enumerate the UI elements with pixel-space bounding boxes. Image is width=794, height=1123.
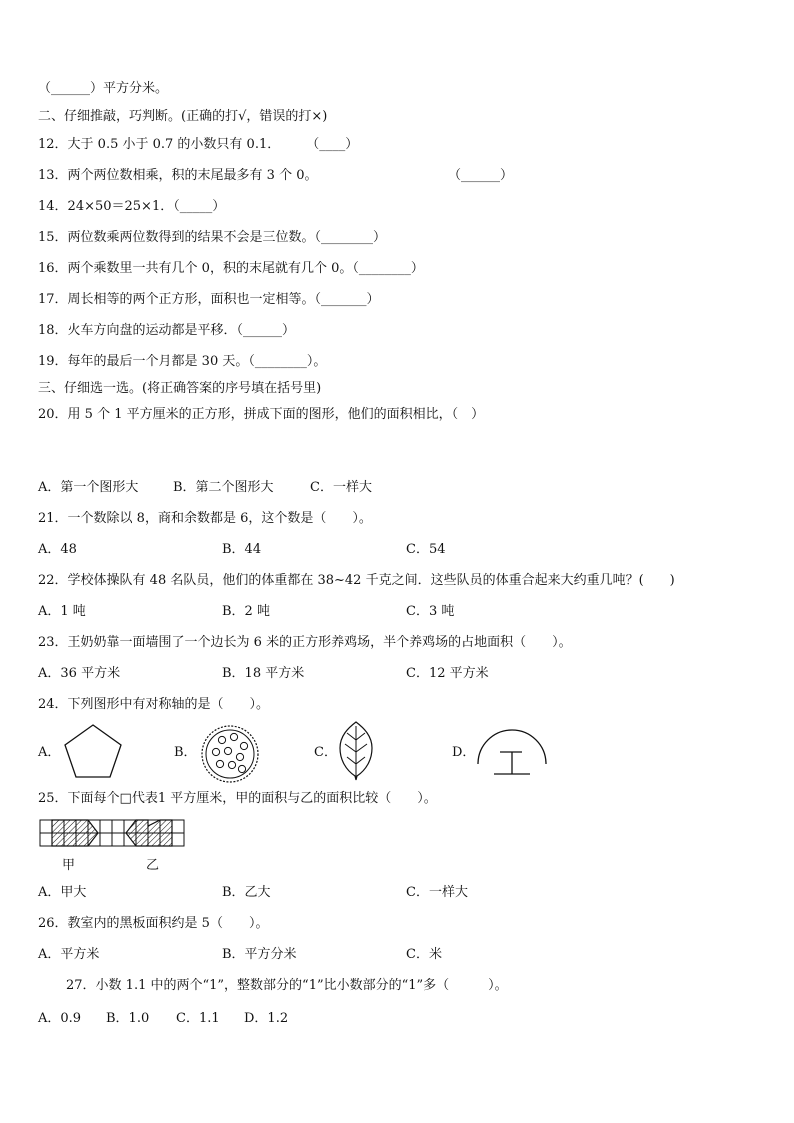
question-25: 25．下面每个□代表1 平方厘米，甲的面积与乙的面积比较（ ）。 bbox=[38, 791, 437, 806]
q25-option-a: A．甲大 bbox=[38, 885, 87, 900]
q23-option-b: B．18 平方米 bbox=[222, 666, 305, 681]
grid-figure bbox=[38, 818, 186, 848]
q23-option-c: C．12 平方米 bbox=[406, 666, 489, 681]
q25-option-b: B．乙大 bbox=[222, 885, 271, 900]
question-26: 26．教室内的黑板面积约是 5（ ）。 bbox=[38, 916, 269, 931]
question-27: 27．小数 1.1 中的两个“1”，整数部分的“1”比小数部分的“1”多（ ）。 bbox=[66, 978, 508, 993]
question-17: 17．周长相等的两个正方形，面积也一定相等。（_______） bbox=[38, 292, 380, 307]
question-23: 23．王奶奶靠一面墙围了一个边长为 6 米的正方形养鸡场，半个养鸡场的占地面积（ ）。 bbox=[38, 635, 572, 650]
q21-option-b: B．44 bbox=[222, 542, 262, 557]
question-21: 21．一个数除以 8，商和余数都是 6，这个数是（ ）。 bbox=[38, 511, 372, 526]
question-20: 20．用 5 个 1 平方厘米的正方形，拼成下面的图形，他们的面积相比，（ ） bbox=[38, 407, 485, 422]
q27-option-a: A．0.9 bbox=[38, 1011, 82, 1026]
q25-option-c: C．一样大 bbox=[406, 885, 468, 900]
label-jia: 甲 bbox=[62, 858, 76, 873]
q27-option-b: B．1.0 bbox=[106, 1011, 150, 1026]
q22-option-b: B．2 吨 bbox=[222, 604, 270, 619]
q20-option-a: A．第一个图形大 bbox=[38, 480, 139, 495]
question-16: 16．两个乘数里一共有几个 0，积的末尾就有几个 0。（________） bbox=[38, 261, 424, 276]
q27-option-d: D．1.2 bbox=[244, 1011, 289, 1026]
q27-option-c: C．1.1 bbox=[176, 1011, 220, 1026]
question-13: 13．两个两位数相乘，积的末尾最多有 3 个 0。 bbox=[38, 168, 318, 183]
q26-option-b: B．平方分米 bbox=[222, 947, 297, 962]
label-yi: 乙 bbox=[146, 858, 160, 873]
q24-option-a: A． bbox=[38, 745, 61, 760]
q20-option-b: B．第二个图形大 bbox=[173, 480, 274, 495]
section-3-heading: 三、仔细选一选。(将正确答案的序号填在括号里) bbox=[38, 381, 322, 396]
q26-option-c: C．米 bbox=[406, 947, 442, 962]
q21-option-c: C．54 bbox=[406, 542, 446, 557]
cookie-icon bbox=[200, 724, 260, 784]
q20-option-c: C．一样大 bbox=[310, 480, 372, 495]
question-15: 15．两位数乘两位数得到的结果不会是三位数。（________） bbox=[38, 230, 387, 245]
q26-option-a: A．平方米 bbox=[38, 947, 100, 962]
question-24: 24．下列图形中有对称轴的是（ ）。 bbox=[38, 697, 270, 712]
q24-option-c: C． bbox=[314, 745, 337, 760]
q23-option-a: A．36 平方米 bbox=[38, 666, 121, 681]
q24-option-b: B． bbox=[174, 745, 197, 760]
q24-option-d: D． bbox=[452, 745, 476, 760]
question-14: 14．24×50＝25×1．（_____） bbox=[38, 199, 226, 214]
q21-option-a: A．48 bbox=[38, 542, 77, 557]
arch-icon bbox=[474, 724, 550, 780]
q22-option-c: C．3 吨 bbox=[406, 604, 455, 619]
section-2-heading: 二、仔细推敲，巧判断。(正确的打√，错误的打×) bbox=[38, 109, 328, 124]
question-12: 12．大于 0.5 小于 0.7 的小数只有 0.1． （____） bbox=[38, 137, 359, 152]
question-18: 18．火车方向盘的运动都是平移．（______） bbox=[38, 323, 296, 338]
pentagon-icon bbox=[62, 722, 124, 780]
question-13-blank: （______） bbox=[448, 168, 514, 183]
q11-tail: （______）平方分米。 bbox=[38, 81, 169, 96]
leaf-icon bbox=[336, 720, 376, 782]
q22-option-a: A．1 吨 bbox=[38, 604, 86, 619]
question-22: 22．学校体操队有 48 名队员，他们的体重都在 38~42 千克之间．这些队员的体重合起来大约重几吨？( ) bbox=[38, 573, 675, 588]
question-19: 19．每年的最后一个月都是 30 天。（________）。 bbox=[38, 354, 327, 369]
